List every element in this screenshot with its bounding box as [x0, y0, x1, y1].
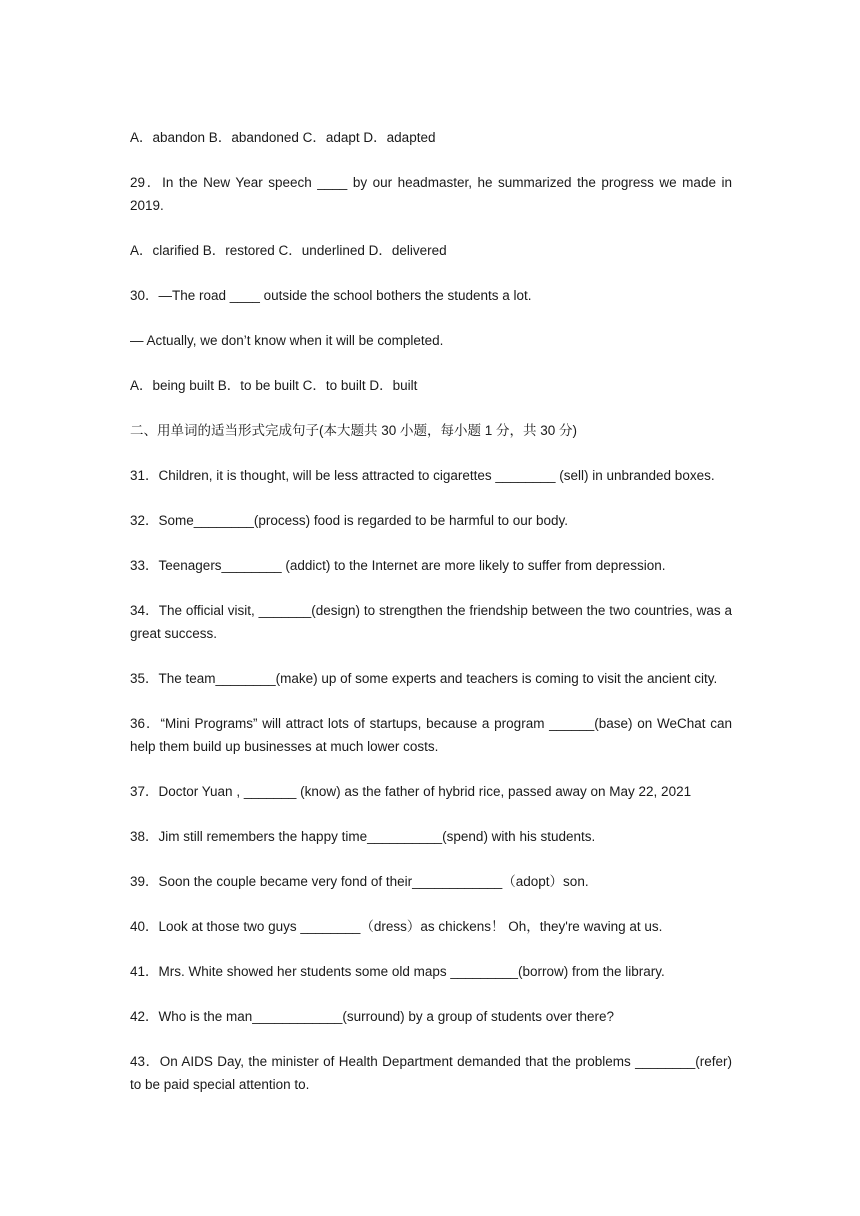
section-heading: 二、用单词的适当形式完成句子(本大题共 30 小题，每小题 1 分，共 30 分) [130, 423, 578, 438]
q37: 37．Doctor Yuan , _______ (know) as the father of hybrid rice, passed away on May 22, 2021 [130, 784, 692, 799]
q41: 41．Mrs. White showed her students some old maps _________(borrow) from the library. [130, 964, 665, 979]
q29-options: A．clarified B．restored C．underlined D．delivered [130, 243, 447, 258]
q39: 39．Soon the couple became very fond of their____________（adopt）son. [130, 874, 589, 889]
q30-options: A．being built B．to be built C．to built D．built [130, 378, 418, 393]
q36: 36．“Mini Programs” will attract lots of startups, because a program ______(base) on WeChat can help them build up businesses at much lower costs. [130, 716, 732, 754]
q43: 43．On AIDS Day, the minister of Health Department demanded that the problems ________(refer) to be paid special attention to. [130, 1054, 732, 1092]
q31: 31．Children, it is thought, will be less attracted to cigarettes ________ (sell) in unbranded boxes. [130, 468, 715, 483]
q30-stem: 30．—The road ____ outside the school bothers the students a lot. [130, 288, 532, 303]
q42: 42．Who is the man____________(surround) by a group of students over there? [130, 1009, 615, 1024]
q28-options: A．abandon B．abandoned C．adapt D．adapted [130, 130, 436, 145]
q38: 38．Jim still remembers the happy time__________(spend) with his students. [130, 829, 596, 844]
q40: 40．Look at those two guys ________（dress）as chickens！ Oh，they're waving at us. [130, 919, 663, 934]
q30-reply: — Actually, we don’t know when it will be completed. [130, 333, 444, 348]
q32: 32．Some________(process) food is regarded to be harmful to our body. [130, 513, 569, 528]
q34: 34．The official visit, _______(design) to strengthen the friendship between the two countries, was a great success. [130, 603, 732, 641]
q35: 35．The team________(make) up of some experts and teachers is coming to visit the ancient city. [130, 671, 718, 686]
q29-stem: 29．In the New Year speech ____ by our headmaster, he summarized the progress we made in 2019. [130, 175, 732, 213]
q33: 33．Teenagers________ (addict) to the Internet are more likely to suffer from depression. [130, 558, 666, 573]
